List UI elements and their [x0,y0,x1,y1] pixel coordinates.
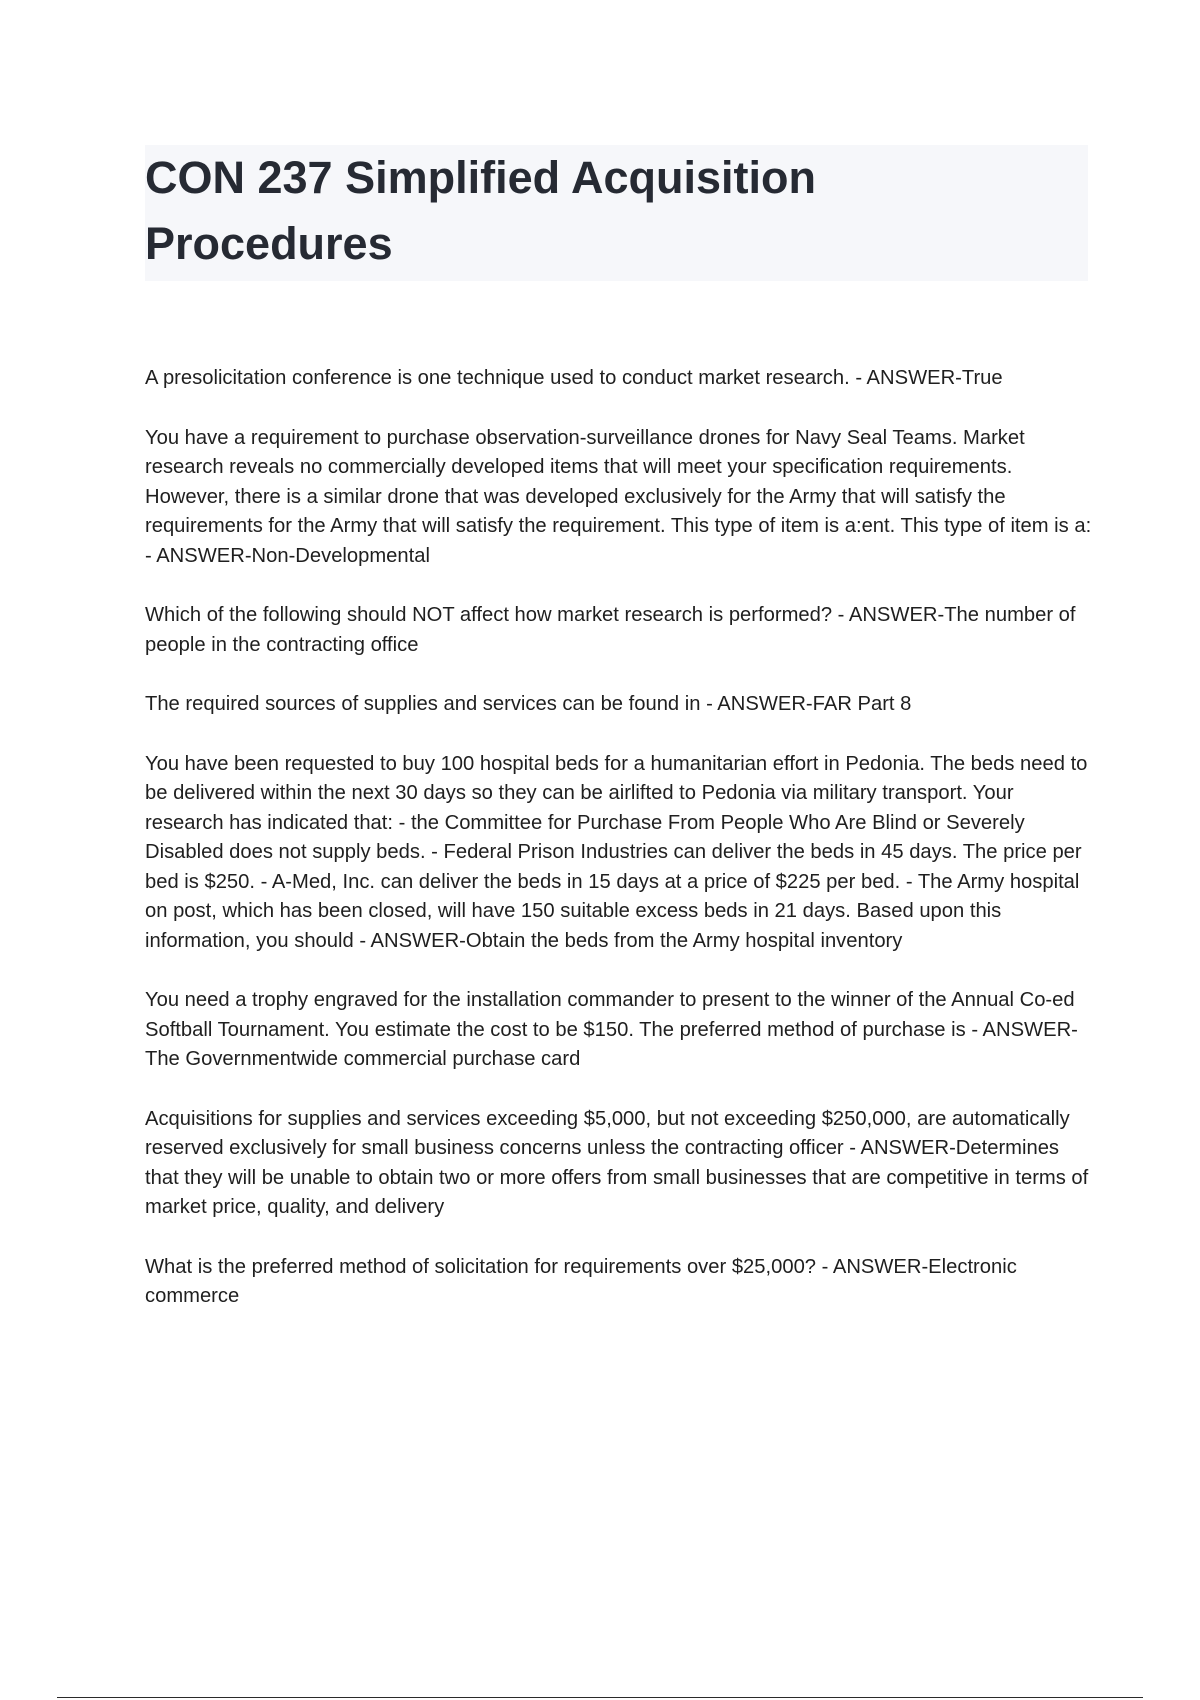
qa-item: You need a trophy engraved for the installation commander to present to the winner of the Annual Co-ed Softball Tournament. You estimate the cost to be $150. The preferred method of purchase is - ANSWER-The Governmentwide commercial purchase card [145,989,1078,1070]
qa-item: Acquisitions for supplies and services exceeding $5,000, but not exceeding $250,000, are automatically reserved exclusively for small business concerns unless the contracting officer - ANSWER-Determines that they will be unable to obtain two or more offers from small businesses that are competitive in terms of market price, quality, and delivery [145,1107,1089,1218]
page-bottom-divider [57,1697,1143,1698]
qa-item: You have a requirement to purchase observation-surveillance drones for Navy Seal Teams. Market research reveals no commercially developed items that will meet your specification requirements. However, there is a similar drone that was developed exclusively for the Army that will satisfy the requirements for the Army that will satisfy the requirement. This type of item is a:ent. This type of item is a: - ANSWER-Non-Developmental [145,426,1092,567]
qa-item: The required sources of supplies and services can be found in - ANSWER-FAR Part 8 [145,693,912,715]
qa-item: A presolicitation conference is one technique used to conduct market research. - ANSWER-True [145,367,1003,389]
qa-item: What is the preferred method of solicitation for requirements over $25,000? - ANSWER-Electronic commerce [145,1255,1017,1307]
page-title: CON 237 Simplified Acquisition Procedures [145,152,816,269]
qa-list [145,364,1095,1342]
qa-item: Which of the following should NOT affect how market research is performed? - ANSWER-The number of people in the contracting office [145,604,1076,656]
title-block [145,145,1088,281]
qa-item: You have been requested to buy 100 hospital beds for a humanitarian effort in Pedonia. The beds need to be delivered within the next 30 days so they can be airlifted to Pedonia via military transport. Your research has indicated that: - the Committee for Purchase From People Who Are Blind or Severely Disabled does not supply beds. - Federal Prison Industries can deliver the beds in 45 days. The price per bed is $250. - A-Med, Inc. can deliver the beds in 15 days at a price of $225 per bed. - The Army hospital on post, which has been closed, will have 150 suitable excess beds in 21 days. Based upon this information, you should - ANSWER-Obtain the beds from the Army hospital inventory [145,752,1088,952]
